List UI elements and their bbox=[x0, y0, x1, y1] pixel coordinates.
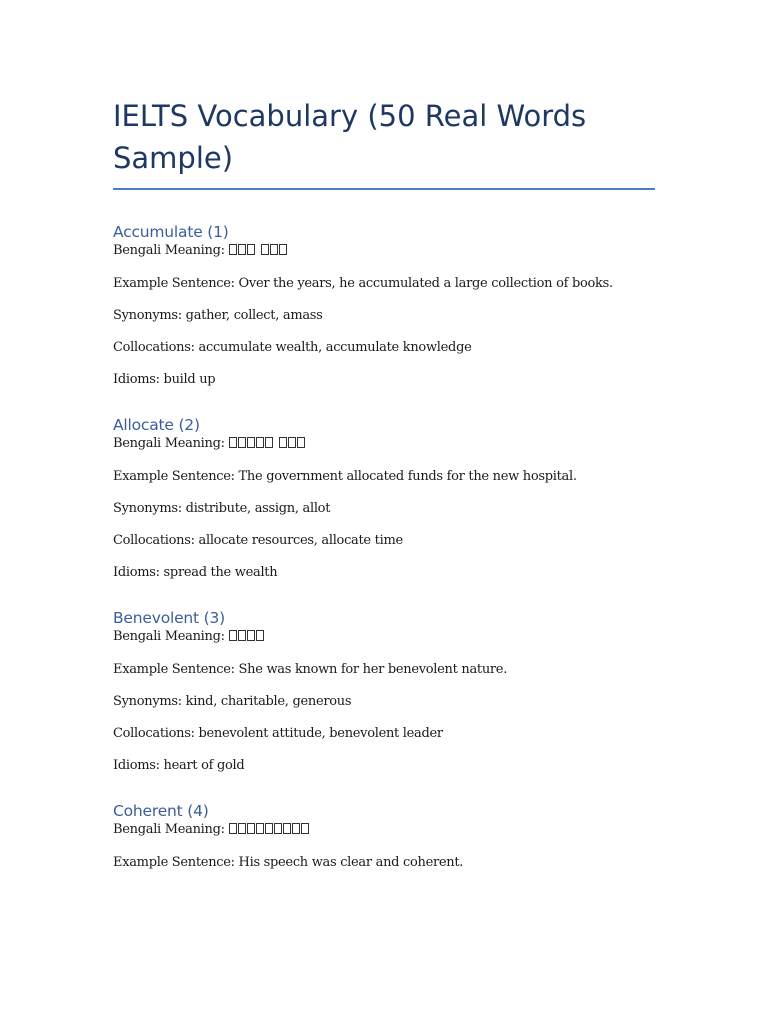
idioms: Idioms: spread the wealth bbox=[113, 565, 278, 580]
synonyms: Synonyms: distribute, assign, allot bbox=[113, 501, 331, 516]
synonyms: Synonyms: gather, collect, amass bbox=[113, 308, 323, 323]
word-heading: Benevolent (3) bbox=[113, 609, 226, 627]
bengali-meaning-label: Bengali Meaning: bbox=[113, 629, 225, 644]
vocab-entry bbox=[113, 415, 655, 582]
bengali-meaning-label: Bengali Meaning: bbox=[113, 243, 225, 258]
vocab-entry bbox=[113, 222, 655, 389]
bengali-meaning bbox=[113, 821, 655, 840]
collocations: Collocations: allocate resources, allocate time bbox=[113, 533, 403, 548]
word-heading: Accumulate (1) bbox=[113, 223, 229, 241]
bengali-meaning-label: Bengali Meaning: bbox=[113, 436, 225, 451]
missing-glyph-icon bbox=[229, 243, 288, 261]
missing-glyph-icon bbox=[229, 436, 306, 454]
document-page bbox=[113, 95, 655, 872]
collocations: Collocations: accumulate wealth, accumulate knowledge bbox=[113, 340, 472, 355]
bengali-meaning-label: Bengali Meaning: bbox=[113, 822, 225, 837]
word-heading: Allocate (2) bbox=[113, 416, 200, 434]
missing-glyph-icon bbox=[229, 629, 265, 647]
missing-glyph-icon bbox=[229, 822, 310, 840]
example-sentence: Example Sentence: His speech was clear and coherent. bbox=[113, 855, 464, 870]
vocab-entry bbox=[113, 608, 655, 775]
idioms: Idioms: heart of gold bbox=[113, 758, 245, 773]
word-heading: Coherent (4) bbox=[113, 802, 209, 820]
example-sentence: Example Sentence: Over the years, he accumulated a large collection of books. bbox=[113, 276, 613, 291]
example-sentence: Example Sentence: The government allocated funds for the new hospital. bbox=[113, 469, 577, 484]
idioms: Idioms: build up bbox=[113, 372, 216, 387]
bengali-meaning bbox=[113, 628, 655, 647]
vocab-entry bbox=[113, 801, 655, 872]
document-title: IELTS Vocabulary (50 Real Words Sample) bbox=[113, 95, 655, 190]
collocations: Collocations: benevolent attitude, benevolent leader bbox=[113, 726, 443, 741]
bengali-meaning bbox=[113, 435, 655, 454]
bengali-meaning bbox=[113, 242, 655, 261]
example-sentence: Example Sentence: She was known for her benevolent nature. bbox=[113, 662, 508, 677]
synonyms: Synonyms: kind, charitable, generous bbox=[113, 694, 352, 709]
